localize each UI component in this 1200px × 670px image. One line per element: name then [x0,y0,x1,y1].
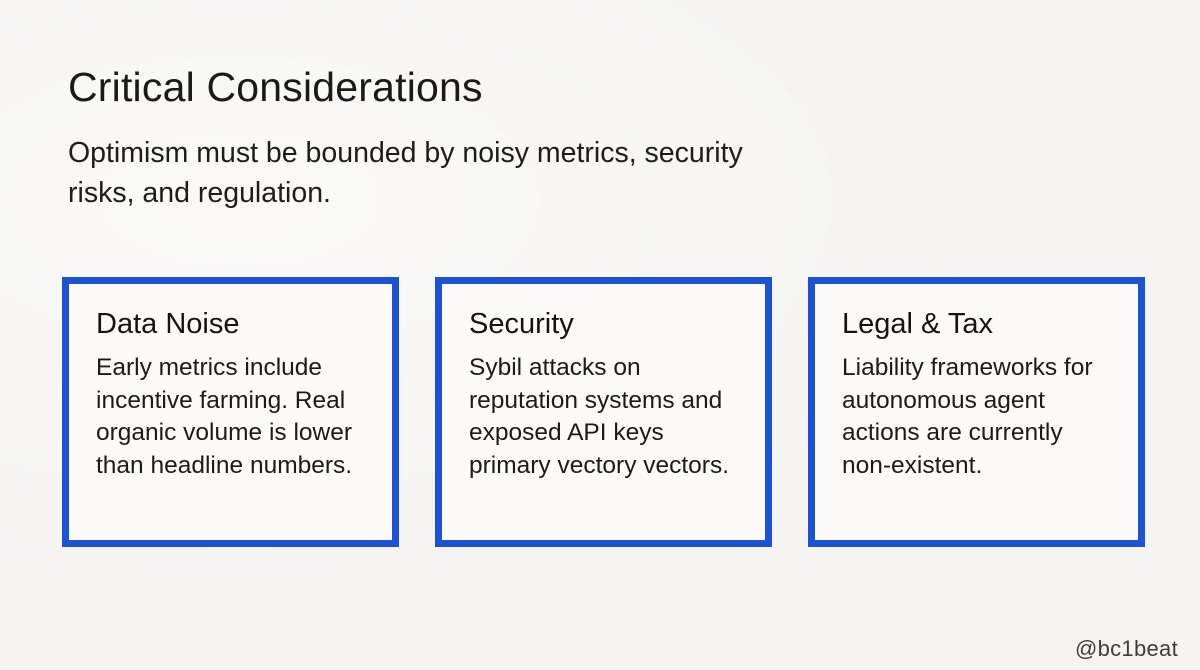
card-data-noise [62,277,399,547]
card-body-data-noise: Early metrics include incentive farming. Real organic volume is lower than headline numbers. [96,354,353,479]
card-body-security: Sybil attacks on reputation systems and exposed API keys primary vectory vectors. [469,354,730,479]
cards-row [62,277,1145,547]
card-security [435,277,772,547]
card-title-data-noise: Data Noise [96,308,240,340]
card-title-security: Security [469,308,574,340]
card-title-legal-tax: Legal & Tax [842,308,994,340]
slide-title: Critical Considerations [68,64,483,110]
slide-subtitle: Optimism must be bounded by noisy metrics, security risks, and regulation. [68,137,743,210]
card-legal-tax [808,277,1145,547]
card-body-legal-tax: Liability frameworks for autonomous agent actions are currently non-existent. [842,354,1093,479]
author-handle: @bc1beat [1074,636,1178,661]
